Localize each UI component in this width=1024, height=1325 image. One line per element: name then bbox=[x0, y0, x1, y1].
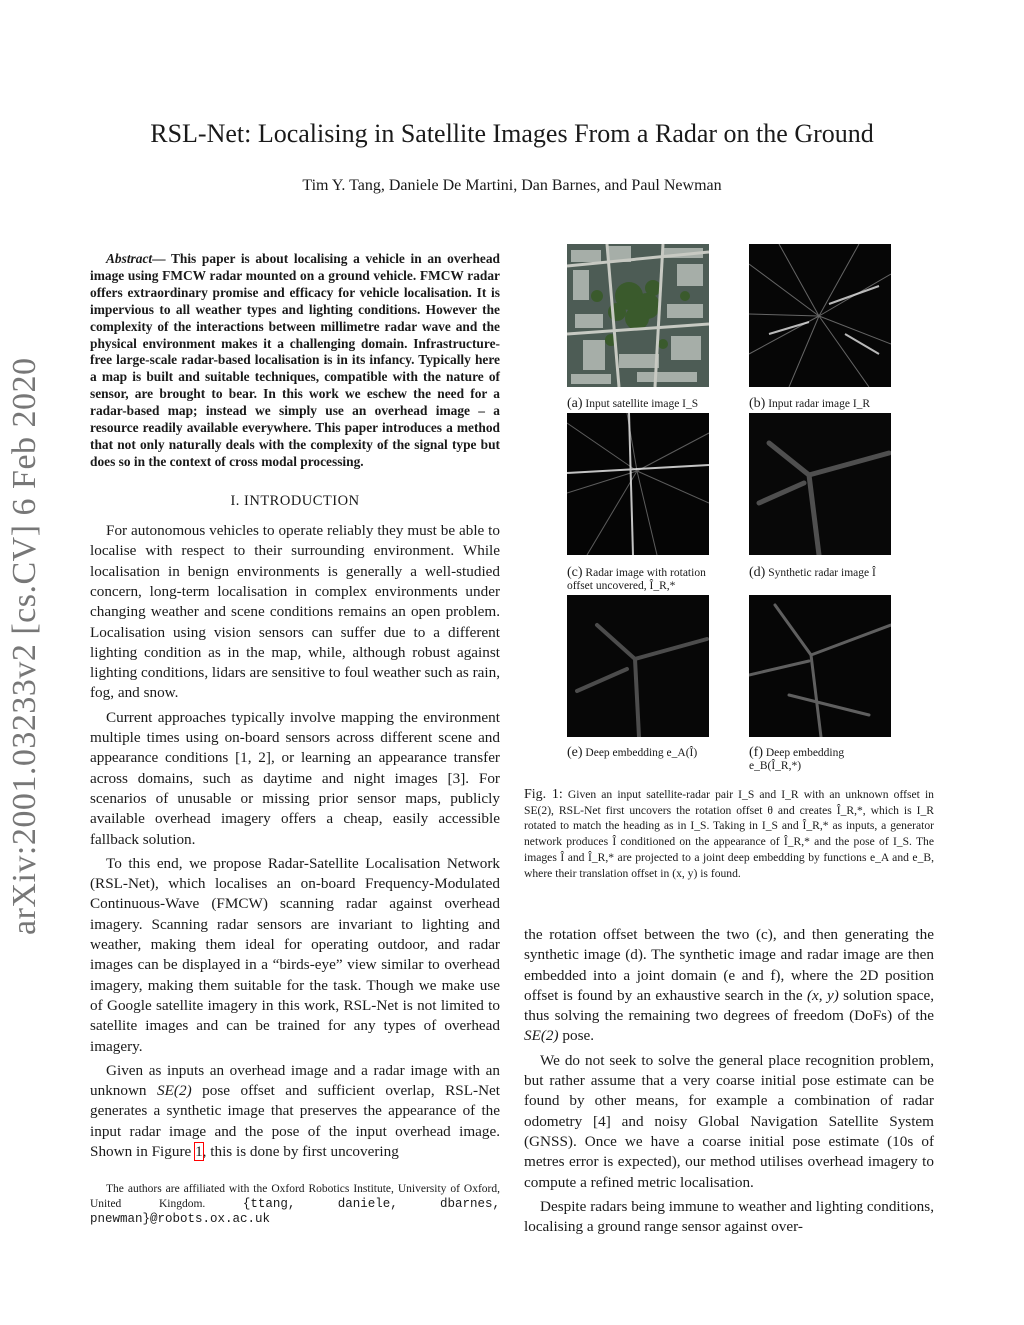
left-column bbox=[90, 251, 500, 1162]
caption-d-text: Synthetic radar image Î bbox=[768, 567, 876, 579]
figure-1-label: Fig. 1: bbox=[524, 787, 563, 802]
intro-paragraph-1: For autonomous vehicles to operate reliably they must be able to localise with respect to their surrounding environment. While localisation in benign environments is generally a well-studied concern, long-term localisation in complex environments under changing weather and scene conditions remains an open problem. Localisation using vision sensors can suffer due to a different lighting condition as in the map, while, although robust against lighting conditions, lidars are sensitive to foul weather such as rain, fog, and snow. bbox=[90, 522, 500, 702]
caption-d-label: (d) bbox=[749, 565, 766, 580]
right-p1-math-se2: SE(2) bbox=[524, 1027, 559, 1045]
footnote bbox=[90, 1182, 500, 1227]
figure-1-caption-text: Given an input satellite-radar pair I_S and I_R with an unknown offset in SE(2), RSL-Net first uncovers the rotation offset θ and creates Î_R,*, which is I_R rotated to match the heading as in I_S. Taking in I_S and Î_R,* as inputs, a generator network produces Î conditioned on the appearance of Î_R,* and the pose of I_S. The images Î and Î_R,* are projected to a joint deep embedding by functions e_A and e_B, where their translation offset in (x, y) is found. bbox=[524, 788, 934, 880]
caption-c-label: (c) bbox=[567, 565, 583, 580]
satellite-image bbox=[567, 244, 709, 387]
right-p1-text-b: solution space, thus solving the remaining two degrees of freedom (DoFs) of the bbox=[524, 986, 934, 1025]
caption-e-text: Deep embedding e_A(Î) bbox=[585, 747, 698, 759]
footnote-block bbox=[90, 1182, 500, 1227]
abstract-text: — This paper is about localising a vehicle in an overhead image using FMCW radar mounted on a ground vehicle. FMCW radar offers extraordinary promise and efficacy for vehicle localisation. It is impervious to all weather types and lighting conditions. However the complexity of the interactions between millimetre radar wave and the physical environment makes it a challenging domain. Infrastructure-free large-scale radar-based localisation is in its infancy. Typically here a map is built and suitable techniques, compatible with the nature of sensor, are brought to bear. In this work we eschew the need for a radar-based map; instead we simply use an overhead image – a resource readily available everywhere. This paper introduces a method that not only naturally deals with the complexity of the signal type but does so in the context of cross modal processing. bbox=[90, 251, 500, 469]
intro-paragraph-2: Current approaches typically involve mapping the environment multiple times using on-board sensors across different scene and appearance conditions [1, 2], or learning an appearance transfer across domains, such as daytime and night images [3]. For scenarios of unusable or missing prior sensor maps, publicly available overhead imagery offers a cheap, easily accessible fallback solution. bbox=[90, 708, 500, 848]
caption-a-label: (a) bbox=[567, 396, 583, 411]
right-paragraph-2: We do not seek to solve the general place recognition problem, but rather assume that a very coarse initial pose estimate can be found by other means, for example a combination of radar odometry [4] and noisy Global Navigation Satellite System (GNSS). Once we have a coarse initial pose estimate (10s of metres error is expected), our method utilises overhead imagery to compute a refined metric localisation. bbox=[524, 1051, 934, 1191]
footnote-emails: {ttang, daniele, dbarnes, pnewman}@robots.ox.ac.uk bbox=[90, 1197, 500, 1226]
paper-title: RSL-Net: Localising in Satellite Images From a Radar on the Ground bbox=[150, 119, 874, 148]
section-heading-introduction: I. INTRODUCTION bbox=[230, 492, 360, 509]
figure-1-link[interactable]: 1 bbox=[195, 1142, 203, 1160]
radar-image bbox=[749, 244, 891, 387]
abstract bbox=[90, 251, 500, 471]
intro-paragraph-4 bbox=[90, 1061, 500, 1162]
p4-text-c: , this is done by first uncovering bbox=[202, 1142, 399, 1160]
caption-f bbox=[749, 746, 894, 773]
caption-a bbox=[567, 397, 698, 411]
p4-math-se2: SE(2) bbox=[157, 1082, 192, 1100]
right-paragraph-3: Despite radars being immune to weather and lighting conditions, localising a ground range sensor against over- bbox=[524, 1197, 934, 1236]
caption-f-text: Deep embedding e_B(Î_R,*) bbox=[749, 747, 845, 772]
caption-b-text: Input radar image I_R bbox=[768, 398, 871, 410]
caption-c bbox=[567, 566, 727, 593]
caption-a-text: Input satellite image I_S bbox=[585, 398, 699, 410]
intro-paragraph-3: To this end, we propose Radar-Satellite Localisation Network (RSL-Net), which localises an on-board Frequency-Modulated Continuous-Wave (FMCW) scanning radar against overhead imagery. Scanning radar sensors are invariant to lighting and weather, making them ideal for operating outdoor, and radar images can be displayed in a “birds-eye” view similar to overhead imagery, making them suitable for the task. Though we make use of Google satellite imagery in this work, RSL-Net is not limited to satellite images and can be trained for any types of overhead imagery. bbox=[90, 854, 500, 1055]
caption-e bbox=[567, 746, 697, 760]
abstract-lead: Abstract bbox=[106, 251, 153, 266]
caption-b-label: (b) bbox=[749, 396, 766, 411]
caption-f-label: (f) bbox=[749, 745, 763, 760]
author-list: Tim Y. Tang, Daniele De Martini, Dan Barnes, and Paul Newman bbox=[302, 177, 722, 194]
caption-b bbox=[749, 397, 870, 411]
right-p1-math-xy: (x, y) bbox=[806, 986, 839, 1004]
synthetic-radar-image bbox=[749, 413, 891, 555]
p4-text-b: pose offset and sufficient overlap, RSL-Net generates a synthetic image that preserves the appearance of the input radar image and the pose of the input overhead image. Shown in Figure bbox=[90, 1082, 501, 1160]
right-p1-text-c: pose. bbox=[558, 1027, 595, 1045]
figure-1-caption bbox=[524, 787, 934, 881]
right-p1-text-a: the rotation offset between the two (c), and then generating the synthetic image (d). The synthetic image and radar image are then embedded into a joint domain (e and f), where the 2D position offset is found by an exhaustive search in the bbox=[524, 926, 934, 1004]
caption-c-text: Radar image with rotation offset uncovered, Î_R,* bbox=[567, 567, 706, 592]
footnote-text: The authors are affiliated with the Oxford Robotics Institute, University of Oxford, United Kingdom. bbox=[90, 1183, 500, 1210]
embedding-a-image bbox=[567, 595, 709, 737]
caption-d bbox=[749, 566, 876, 580]
rotated-radar-image bbox=[567, 413, 709, 555]
embedding-b-image bbox=[749, 595, 891, 737]
caption-e-label: (e) bbox=[567, 745, 583, 760]
right-column bbox=[524, 925, 934, 1237]
arxiv-stamp: arXiv:2001.03233v2 [cs.CV] 6 Feb 2020 bbox=[6, 357, 43, 935]
right-paragraph-1 bbox=[524, 925, 934, 1047]
p4-text-a: Given as inputs an overhead image and a radar image with an unknown bbox=[90, 1061, 500, 1100]
